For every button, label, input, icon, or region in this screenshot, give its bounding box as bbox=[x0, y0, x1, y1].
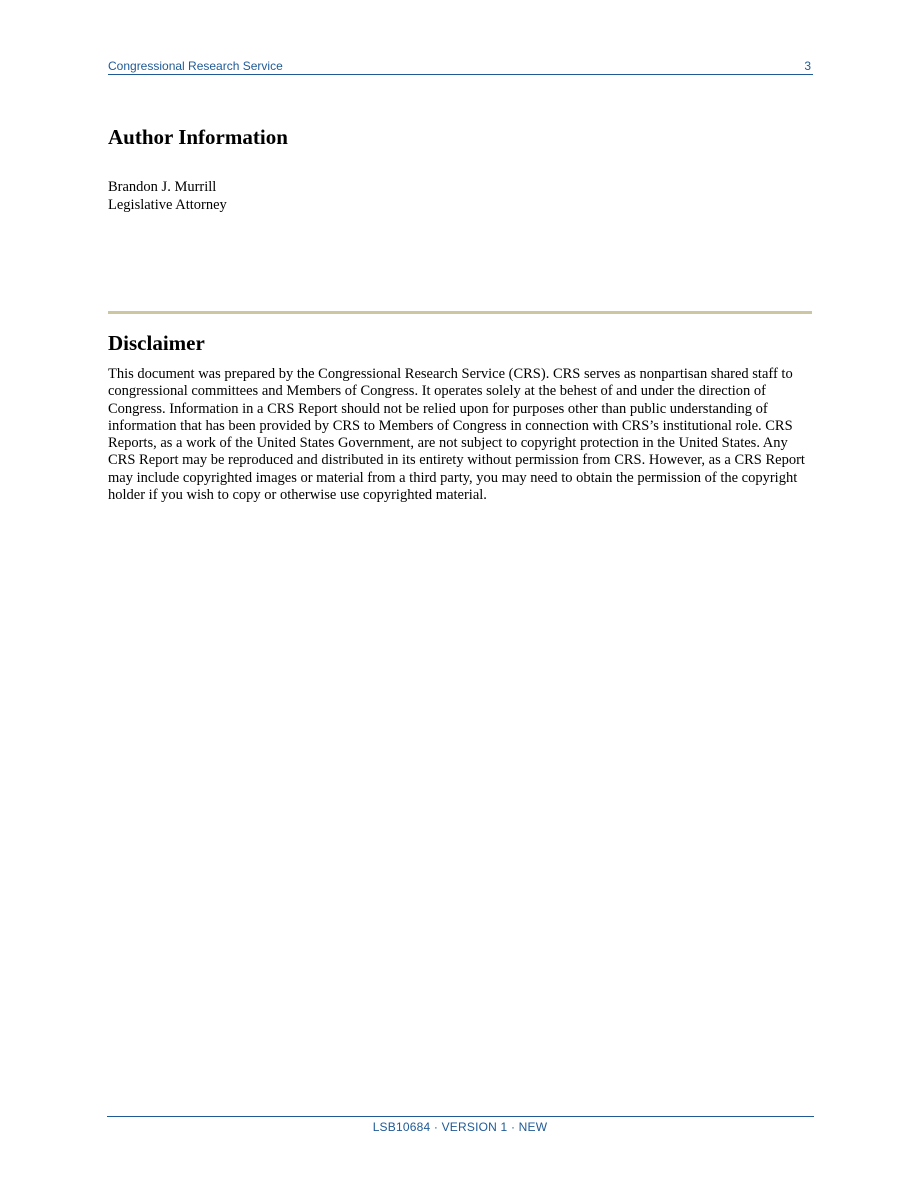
author-name: Brandon J. Murrill bbox=[108, 179, 217, 195]
author-section-title: Author Information bbox=[108, 125, 288, 149]
disclaimer-section-title: Disclaimer bbox=[108, 331, 205, 355]
page-header bbox=[108, 58, 813, 75]
disclaimer-body: This document was prepared by the Congressional Research Service (CRS). CRS serves as nonpartisan shared staff to congressional committees and Members of Congress. It operates solely at the behest of and under the direction of Congress. Information in a CRS Report should not be relied upon for purposes other than public understanding of information that has been provided by CRS to Members of Congress in connection with CRS’s institutional role. CRS Reports, as a work of the United States Government, are not subject to copyright protection in the United States. Any CRS Report may be reproduced and distributed in its entirety without permission from CRS. However, as a CRS Report may include copyrighted images or material from a third party, you may need to obtain the permission of the copyright holder if you wish to copy or otherwise use copyrighted material. bbox=[108, 366, 805, 504]
footer-doc-id: LSB10684 · VERSION 1 · NEW bbox=[372, 1120, 548, 1134]
header-org-name: Congressional Research Service bbox=[108, 59, 283, 73]
author-block bbox=[108, 178, 227, 214]
section-divider bbox=[108, 311, 812, 314]
footer-divider bbox=[107, 1116, 814, 1117]
author-role: Legislative Attorney bbox=[108, 197, 227, 213]
header-page-number: 3 bbox=[804, 59, 811, 73]
